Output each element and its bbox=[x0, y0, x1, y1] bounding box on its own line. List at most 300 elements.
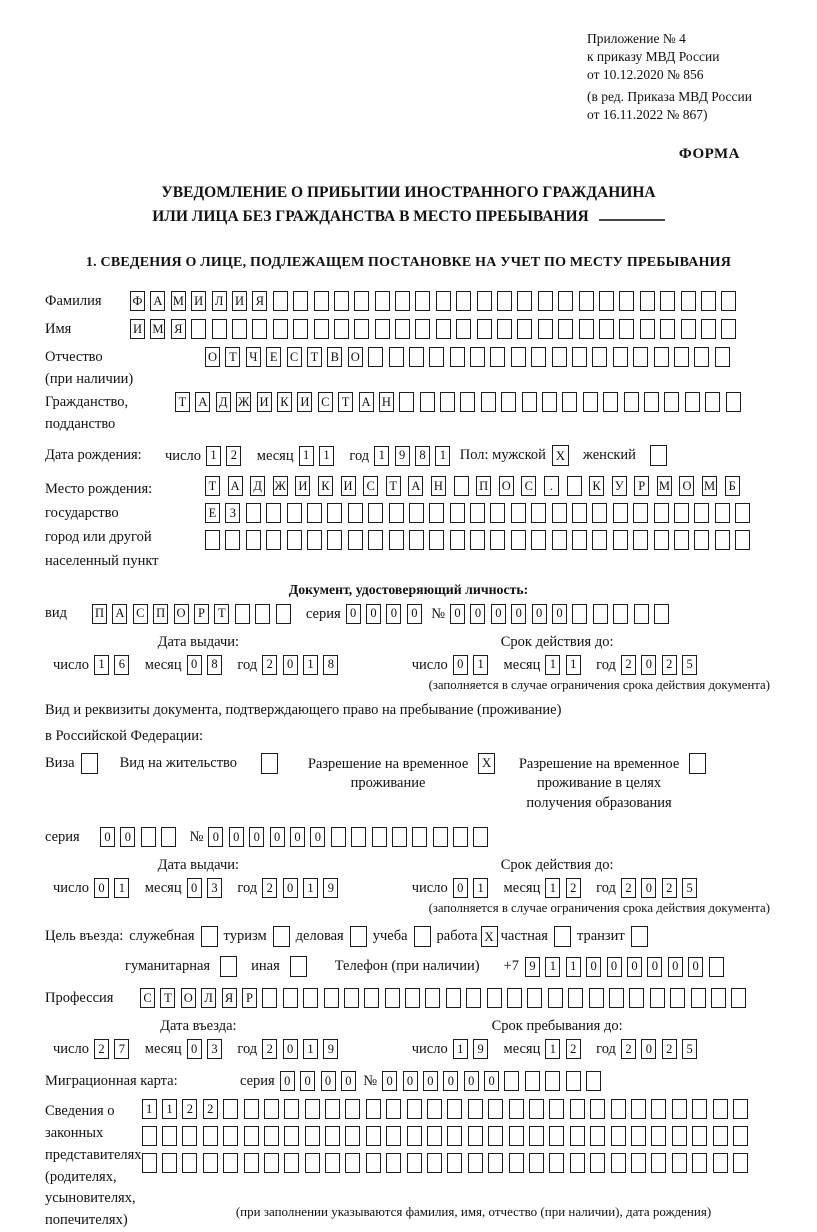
char-cell[interactable] bbox=[232, 319, 247, 339]
char-cell[interactable]: И bbox=[191, 291, 206, 311]
char-cell[interactable] bbox=[527, 988, 542, 1008]
char-cell[interactable]: Н bbox=[379, 392, 394, 412]
char-cell[interactable] bbox=[634, 604, 649, 624]
char-cell[interactable]: 9 bbox=[473, 1039, 488, 1059]
char-cell[interactable]: Т bbox=[175, 392, 190, 412]
char-cell[interactable] bbox=[235, 604, 250, 624]
char-cell[interactable]: 0 bbox=[208, 827, 223, 847]
char-cell[interactable] bbox=[415, 319, 430, 339]
char-cell[interactable]: 5 bbox=[682, 878, 697, 898]
char-cell[interactable] bbox=[314, 319, 329, 339]
char-cell[interactable] bbox=[389, 530, 404, 550]
char-cell[interactable] bbox=[345, 1126, 360, 1146]
char-cell[interactable] bbox=[364, 988, 379, 1008]
char-cell[interactable]: К bbox=[589, 476, 604, 496]
char-cell[interactable] bbox=[713, 1153, 728, 1173]
char-cell[interactable] bbox=[262, 988, 277, 1008]
char-cell[interactable]: 1 bbox=[545, 878, 560, 898]
char-cell[interactable]: Т bbox=[205, 476, 220, 496]
char-cell[interactable] bbox=[488, 1153, 503, 1173]
char-cell[interactable]: Т bbox=[338, 392, 353, 412]
char-cell[interactable]: 0 bbox=[464, 1071, 479, 1091]
char-cell[interactable]: 1 bbox=[545, 1039, 560, 1059]
char-cell[interactable]: С bbox=[521, 476, 536, 496]
char-cell[interactable] bbox=[709, 957, 724, 977]
char-cell[interactable] bbox=[436, 291, 451, 311]
char-cell[interactable] bbox=[327, 503, 342, 523]
char-cell[interactable] bbox=[490, 347, 505, 367]
char-cell[interactable] bbox=[368, 503, 383, 523]
char-cell[interactable]: А bbox=[112, 604, 127, 624]
char-cell[interactable] bbox=[726, 392, 741, 412]
char-cell[interactable]: Ж bbox=[273, 476, 288, 496]
char-cell[interactable]: И bbox=[295, 476, 310, 496]
char-cell[interactable] bbox=[354, 319, 369, 339]
char-cell[interactable] bbox=[733, 1126, 748, 1146]
char-cell[interactable] bbox=[619, 319, 634, 339]
char-cell[interactable] bbox=[284, 1153, 299, 1173]
char-cell[interactable] bbox=[389, 347, 404, 367]
char-cell[interactable] bbox=[427, 1099, 442, 1119]
char-cell[interactable]: И bbox=[297, 392, 312, 412]
char-cell[interactable] bbox=[529, 1099, 544, 1119]
char-cell[interactable] bbox=[733, 1099, 748, 1119]
char-cell[interactable] bbox=[386, 1153, 401, 1173]
char-cell[interactable]: 8 bbox=[323, 655, 338, 675]
char-cell[interactable] bbox=[570, 1153, 585, 1173]
char-cell[interactable]: 1 bbox=[142, 1099, 157, 1119]
char-cell[interactable]: 0 bbox=[283, 878, 298, 898]
purpose-other-checkbox[interactable] bbox=[290, 956, 307, 977]
char-cell[interactable] bbox=[142, 1126, 157, 1146]
char-cell[interactable]: Т bbox=[160, 988, 175, 1008]
sex-female-checkbox[interactable] bbox=[650, 445, 667, 466]
char-cell[interactable] bbox=[415, 291, 430, 311]
char-cell[interactable] bbox=[433, 827, 448, 847]
char-cell[interactable] bbox=[613, 503, 628, 523]
char-cell[interactable]: 2 bbox=[566, 878, 581, 898]
sex-male-checkbox[interactable]: X bbox=[552, 445, 569, 466]
char-cell[interactable]: Я bbox=[222, 988, 237, 1008]
char-cell[interactable] bbox=[613, 604, 628, 624]
char-cell[interactable] bbox=[345, 1099, 360, 1119]
char-cell[interactable]: Р bbox=[194, 604, 209, 624]
char-cell[interactable] bbox=[549, 1126, 564, 1146]
purpose-tourism-checkbox[interactable] bbox=[273, 926, 290, 947]
char-cell[interactable]: Б bbox=[725, 476, 740, 496]
char-cell[interactable]: 2 bbox=[262, 1039, 277, 1059]
char-cell[interactable]: С bbox=[133, 604, 148, 624]
char-cell[interactable] bbox=[468, 1153, 483, 1173]
char-cell[interactable] bbox=[681, 291, 696, 311]
char-cell[interactable]: А bbox=[195, 392, 210, 412]
char-cell[interactable] bbox=[488, 1099, 503, 1119]
char-cell[interactable] bbox=[324, 988, 339, 1008]
char-cell[interactable] bbox=[593, 604, 608, 624]
char-cell[interactable] bbox=[579, 319, 594, 339]
char-cell[interactable] bbox=[409, 530, 424, 550]
char-cell[interactable] bbox=[590, 1099, 605, 1119]
char-cell[interactable] bbox=[525, 1071, 540, 1091]
char-cell[interactable] bbox=[325, 1126, 340, 1146]
char-cell[interactable] bbox=[440, 392, 455, 412]
char-cell[interactable] bbox=[368, 530, 383, 550]
char-cell[interactable] bbox=[429, 503, 444, 523]
char-cell[interactable] bbox=[735, 530, 750, 550]
char-cell[interactable]: В bbox=[327, 347, 342, 367]
char-cell[interactable] bbox=[191, 319, 206, 339]
char-cell[interactable] bbox=[162, 1153, 177, 1173]
residence-permit-checkbox[interactable] bbox=[261, 753, 278, 774]
char-cell[interactable] bbox=[592, 530, 607, 550]
char-cell[interactable] bbox=[407, 1153, 422, 1173]
char-cell[interactable] bbox=[538, 291, 553, 311]
char-cell[interactable] bbox=[654, 503, 669, 523]
char-cell[interactable]: 5 bbox=[682, 1039, 697, 1059]
char-cell[interactable] bbox=[334, 319, 349, 339]
char-cell[interactable]: 0 bbox=[484, 1071, 499, 1091]
char-cell[interactable]: Я bbox=[171, 319, 186, 339]
char-cell[interactable] bbox=[590, 1126, 605, 1146]
char-cell[interactable] bbox=[276, 604, 291, 624]
char-cell[interactable]: 0 bbox=[321, 1071, 336, 1091]
char-cell[interactable]: 0 bbox=[453, 878, 468, 898]
char-cell[interactable]: Л bbox=[201, 988, 216, 1008]
char-cell[interactable] bbox=[599, 291, 614, 311]
char-cell[interactable]: З bbox=[225, 503, 240, 523]
char-cell[interactable] bbox=[731, 988, 746, 1008]
char-cell[interactable]: 2 bbox=[621, 1039, 636, 1059]
char-cell[interactable] bbox=[392, 827, 407, 847]
char-cell[interactable] bbox=[529, 1153, 544, 1173]
char-cell[interactable] bbox=[454, 476, 469, 496]
char-cell[interactable]: 0 bbox=[283, 1039, 298, 1059]
char-cell[interactable] bbox=[631, 1099, 646, 1119]
char-cell[interactable] bbox=[314, 291, 329, 311]
char-cell[interactable]: 1 bbox=[566, 957, 581, 977]
char-cell[interactable]: 0 bbox=[423, 1071, 438, 1091]
char-cell[interactable] bbox=[674, 347, 689, 367]
char-cell[interactable] bbox=[366, 1153, 381, 1173]
char-cell[interactable]: Д bbox=[216, 392, 231, 412]
char-cell[interactable]: 0 bbox=[187, 1039, 202, 1059]
char-cell[interactable] bbox=[255, 604, 270, 624]
char-cell[interactable] bbox=[425, 988, 440, 1008]
char-cell[interactable] bbox=[450, 503, 465, 523]
char-cell[interactable] bbox=[327, 530, 342, 550]
char-cell[interactable]: Н bbox=[431, 476, 446, 496]
char-cell[interactable] bbox=[631, 1126, 646, 1146]
char-cell[interactable] bbox=[567, 476, 582, 496]
char-cell[interactable]: О bbox=[499, 476, 514, 496]
char-cell[interactable] bbox=[368, 347, 383, 367]
purpose-study-checkbox[interactable] bbox=[414, 926, 431, 947]
char-cell[interactable] bbox=[572, 503, 587, 523]
char-cell[interactable] bbox=[407, 1099, 422, 1119]
char-cell[interactable] bbox=[447, 1126, 462, 1146]
char-cell[interactable]: О bbox=[348, 347, 363, 367]
char-cell[interactable] bbox=[694, 530, 709, 550]
char-cell[interactable]: Д bbox=[250, 476, 265, 496]
char-cell[interactable]: 1 bbox=[303, 1039, 318, 1059]
char-cell[interactable] bbox=[287, 530, 302, 550]
char-cell[interactable] bbox=[531, 530, 546, 550]
char-cell[interactable] bbox=[244, 1126, 259, 1146]
char-cell[interactable]: 0 bbox=[607, 957, 622, 977]
char-cell[interactable]: 1 bbox=[319, 446, 334, 466]
char-cell[interactable] bbox=[545, 1071, 560, 1091]
char-cell[interactable] bbox=[223, 1099, 238, 1119]
char-cell[interactable] bbox=[640, 291, 655, 311]
char-cell[interactable] bbox=[705, 392, 720, 412]
char-cell[interactable] bbox=[629, 988, 644, 1008]
char-cell[interactable]: Т bbox=[386, 476, 401, 496]
char-cell[interactable]: 0 bbox=[511, 604, 526, 624]
char-cell[interactable] bbox=[529, 1126, 544, 1146]
char-cell[interactable] bbox=[429, 530, 444, 550]
char-cell[interactable] bbox=[507, 988, 522, 1008]
char-cell[interactable] bbox=[651, 1099, 666, 1119]
char-cell[interactable] bbox=[568, 988, 583, 1008]
char-cell[interactable] bbox=[685, 392, 700, 412]
char-cell[interactable] bbox=[420, 392, 435, 412]
char-cell[interactable] bbox=[446, 988, 461, 1008]
char-cell[interactable] bbox=[375, 291, 390, 311]
char-cell[interactable] bbox=[701, 319, 716, 339]
char-cell[interactable]: 0 bbox=[443, 1071, 458, 1091]
char-cell[interactable] bbox=[205, 530, 220, 550]
char-cell[interactable] bbox=[450, 530, 465, 550]
char-cell[interactable]: 0 bbox=[453, 655, 468, 675]
char-cell[interactable]: А bbox=[408, 476, 423, 496]
char-cell[interactable] bbox=[325, 1099, 340, 1119]
char-cell[interactable] bbox=[660, 291, 675, 311]
char-cell[interactable]: 1 bbox=[206, 446, 221, 466]
char-cell[interactable]: 0 bbox=[249, 827, 264, 847]
char-cell[interactable]: И bbox=[130, 319, 145, 339]
char-cell[interactable]: О bbox=[174, 604, 189, 624]
char-cell[interactable]: Т bbox=[225, 347, 240, 367]
char-cell[interactable]: Е bbox=[205, 503, 220, 523]
char-cell[interactable] bbox=[501, 392, 516, 412]
char-cell[interactable] bbox=[674, 503, 689, 523]
char-cell[interactable]: 0 bbox=[688, 957, 703, 977]
char-cell[interactable] bbox=[517, 319, 532, 339]
char-cell[interactable] bbox=[599, 319, 614, 339]
char-cell[interactable] bbox=[345, 1153, 360, 1173]
char-cell[interactable] bbox=[592, 503, 607, 523]
char-cell[interactable] bbox=[572, 347, 587, 367]
char-cell[interactable] bbox=[672, 1099, 687, 1119]
char-cell[interactable] bbox=[456, 319, 471, 339]
char-cell[interactable]: 0 bbox=[450, 604, 465, 624]
char-cell[interactable]: О bbox=[181, 988, 196, 1008]
char-cell[interactable] bbox=[542, 392, 557, 412]
char-cell[interactable] bbox=[212, 319, 227, 339]
char-cell[interactable] bbox=[660, 319, 675, 339]
char-cell[interactable] bbox=[692, 1126, 707, 1146]
char-cell[interactable] bbox=[386, 1099, 401, 1119]
char-cell[interactable] bbox=[264, 1126, 279, 1146]
char-cell[interactable]: 0 bbox=[586, 957, 601, 977]
char-cell[interactable] bbox=[603, 392, 618, 412]
char-cell[interactable]: 3 bbox=[207, 1039, 222, 1059]
char-cell[interactable] bbox=[412, 827, 427, 847]
char-cell[interactable] bbox=[672, 1153, 687, 1173]
char-cell[interactable] bbox=[366, 1099, 381, 1119]
char-cell[interactable] bbox=[715, 503, 730, 523]
char-cell[interactable]: 0 bbox=[386, 604, 401, 624]
char-cell[interactable] bbox=[651, 1153, 666, 1173]
char-cell[interactable]: 9 bbox=[323, 1039, 338, 1059]
char-cell[interactable] bbox=[566, 1071, 581, 1091]
char-cell[interactable] bbox=[531, 347, 546, 367]
char-cell[interactable] bbox=[497, 319, 512, 339]
char-cell[interactable] bbox=[488, 1126, 503, 1146]
char-cell[interactable] bbox=[548, 988, 563, 1008]
char-cell[interactable]: 1 bbox=[453, 1039, 468, 1059]
purpose-official-checkbox[interactable] bbox=[201, 926, 218, 947]
char-cell[interactable] bbox=[619, 291, 634, 311]
char-cell[interactable]: 1 bbox=[94, 655, 109, 675]
char-cell[interactable] bbox=[468, 1126, 483, 1146]
char-cell[interactable]: А bbox=[359, 392, 374, 412]
char-cell[interactable]: 0 bbox=[366, 604, 381, 624]
char-cell[interactable] bbox=[572, 530, 587, 550]
char-cell[interactable] bbox=[244, 1153, 259, 1173]
char-cell[interactable] bbox=[334, 291, 349, 311]
char-cell[interactable] bbox=[654, 347, 669, 367]
char-cell[interactable] bbox=[225, 530, 240, 550]
char-cell[interactable] bbox=[273, 319, 288, 339]
char-cell[interactable] bbox=[701, 291, 716, 311]
char-cell[interactable] bbox=[481, 392, 496, 412]
char-cell[interactable]: 2 bbox=[662, 878, 677, 898]
char-cell[interactable] bbox=[307, 530, 322, 550]
char-cell[interactable]: 9 bbox=[323, 878, 338, 898]
char-cell[interactable]: И bbox=[257, 392, 272, 412]
purpose-humanitarian-checkbox[interactable] bbox=[220, 956, 237, 977]
char-cell[interactable] bbox=[552, 347, 567, 367]
char-cell[interactable] bbox=[427, 1126, 442, 1146]
char-cell[interactable] bbox=[389, 503, 404, 523]
char-cell[interactable] bbox=[552, 503, 567, 523]
char-cell[interactable] bbox=[631, 1153, 646, 1173]
char-cell[interactable] bbox=[162, 1126, 177, 1146]
char-cell[interactable]: 0 bbox=[407, 604, 422, 624]
char-cell[interactable] bbox=[325, 1153, 340, 1173]
char-cell[interactable] bbox=[372, 827, 387, 847]
char-cell[interactable] bbox=[586, 1071, 601, 1091]
char-cell[interactable]: С bbox=[287, 347, 302, 367]
char-cell[interactable] bbox=[613, 530, 628, 550]
char-cell[interactable] bbox=[487, 988, 502, 1008]
char-cell[interactable] bbox=[735, 503, 750, 523]
char-cell[interactable]: М bbox=[657, 476, 672, 496]
char-cell[interactable]: 0 bbox=[94, 878, 109, 898]
char-cell[interactable] bbox=[284, 1099, 299, 1119]
char-cell[interactable]: 2 bbox=[621, 655, 636, 675]
char-cell[interactable] bbox=[613, 347, 628, 367]
char-cell[interactable] bbox=[246, 530, 261, 550]
char-cell[interactable] bbox=[633, 347, 648, 367]
char-cell[interactable]: 1 bbox=[566, 655, 581, 675]
char-cell[interactable] bbox=[589, 988, 604, 1008]
char-cell[interactable] bbox=[531, 503, 546, 523]
char-cell[interactable] bbox=[161, 827, 176, 847]
char-cell[interactable] bbox=[549, 1153, 564, 1173]
char-cell[interactable]: 2 bbox=[94, 1039, 109, 1059]
char-cell[interactable] bbox=[453, 827, 468, 847]
char-cell[interactable]: 2 bbox=[226, 446, 241, 466]
char-cell[interactable] bbox=[562, 392, 577, 412]
char-cell[interactable]: 9 bbox=[525, 957, 540, 977]
char-cell[interactable] bbox=[511, 503, 526, 523]
char-cell[interactable] bbox=[611, 1099, 626, 1119]
char-cell[interactable] bbox=[305, 1126, 320, 1146]
char-cell[interactable] bbox=[385, 988, 400, 1008]
char-cell[interactable]: Т bbox=[214, 604, 229, 624]
char-cell[interactable] bbox=[348, 503, 363, 523]
char-cell[interactable] bbox=[264, 1153, 279, 1173]
char-cell[interactable]: Ж bbox=[236, 392, 251, 412]
char-cell[interactable]: . bbox=[544, 476, 559, 496]
char-cell[interactable]: 0 bbox=[100, 827, 115, 847]
char-cell[interactable]: Е bbox=[266, 347, 281, 367]
char-cell[interactable] bbox=[497, 291, 512, 311]
char-cell[interactable] bbox=[721, 291, 736, 311]
char-cell[interactable] bbox=[244, 1099, 259, 1119]
char-cell[interactable] bbox=[609, 988, 624, 1008]
char-cell[interactable]: 2 bbox=[182, 1099, 197, 1119]
char-cell[interactable] bbox=[509, 1099, 524, 1119]
char-cell[interactable] bbox=[579, 291, 594, 311]
char-cell[interactable] bbox=[450, 347, 465, 367]
char-cell[interactable]: 0 bbox=[341, 1071, 356, 1091]
char-cell[interactable] bbox=[395, 291, 410, 311]
char-cell[interactable]: И bbox=[341, 476, 356, 496]
char-cell[interactable] bbox=[305, 1153, 320, 1173]
char-cell[interactable] bbox=[470, 347, 485, 367]
temp-residence-education-checkbox[interactable] bbox=[689, 753, 706, 774]
char-cell[interactable]: 0 bbox=[187, 655, 202, 675]
char-cell[interactable] bbox=[273, 291, 288, 311]
char-cell[interactable] bbox=[611, 1153, 626, 1173]
char-cell[interactable] bbox=[305, 1099, 320, 1119]
char-cell[interactable] bbox=[246, 503, 261, 523]
char-cell[interactable]: П bbox=[476, 476, 491, 496]
char-cell[interactable] bbox=[473, 827, 488, 847]
char-cell[interactable]: 1 bbox=[114, 878, 129, 898]
temp-residence-checkbox[interactable]: X bbox=[478, 753, 495, 774]
char-cell[interactable] bbox=[182, 1153, 197, 1173]
char-cell[interactable]: 0 bbox=[552, 604, 567, 624]
char-cell[interactable]: 0 bbox=[641, 878, 656, 898]
char-cell[interactable]: 1 bbox=[435, 446, 450, 466]
char-cell[interactable]: Р bbox=[634, 476, 649, 496]
char-cell[interactable] bbox=[552, 530, 567, 550]
char-cell[interactable] bbox=[307, 503, 322, 523]
char-cell[interactable]: 2 bbox=[566, 1039, 581, 1059]
char-cell[interactable]: 0 bbox=[641, 1039, 656, 1059]
char-cell[interactable] bbox=[590, 1153, 605, 1173]
char-cell[interactable] bbox=[429, 347, 444, 367]
char-cell[interactable] bbox=[681, 319, 696, 339]
char-cell[interactable] bbox=[351, 827, 366, 847]
char-cell[interactable] bbox=[182, 1126, 197, 1146]
char-cell[interactable] bbox=[477, 319, 492, 339]
char-cell[interactable] bbox=[409, 347, 424, 367]
